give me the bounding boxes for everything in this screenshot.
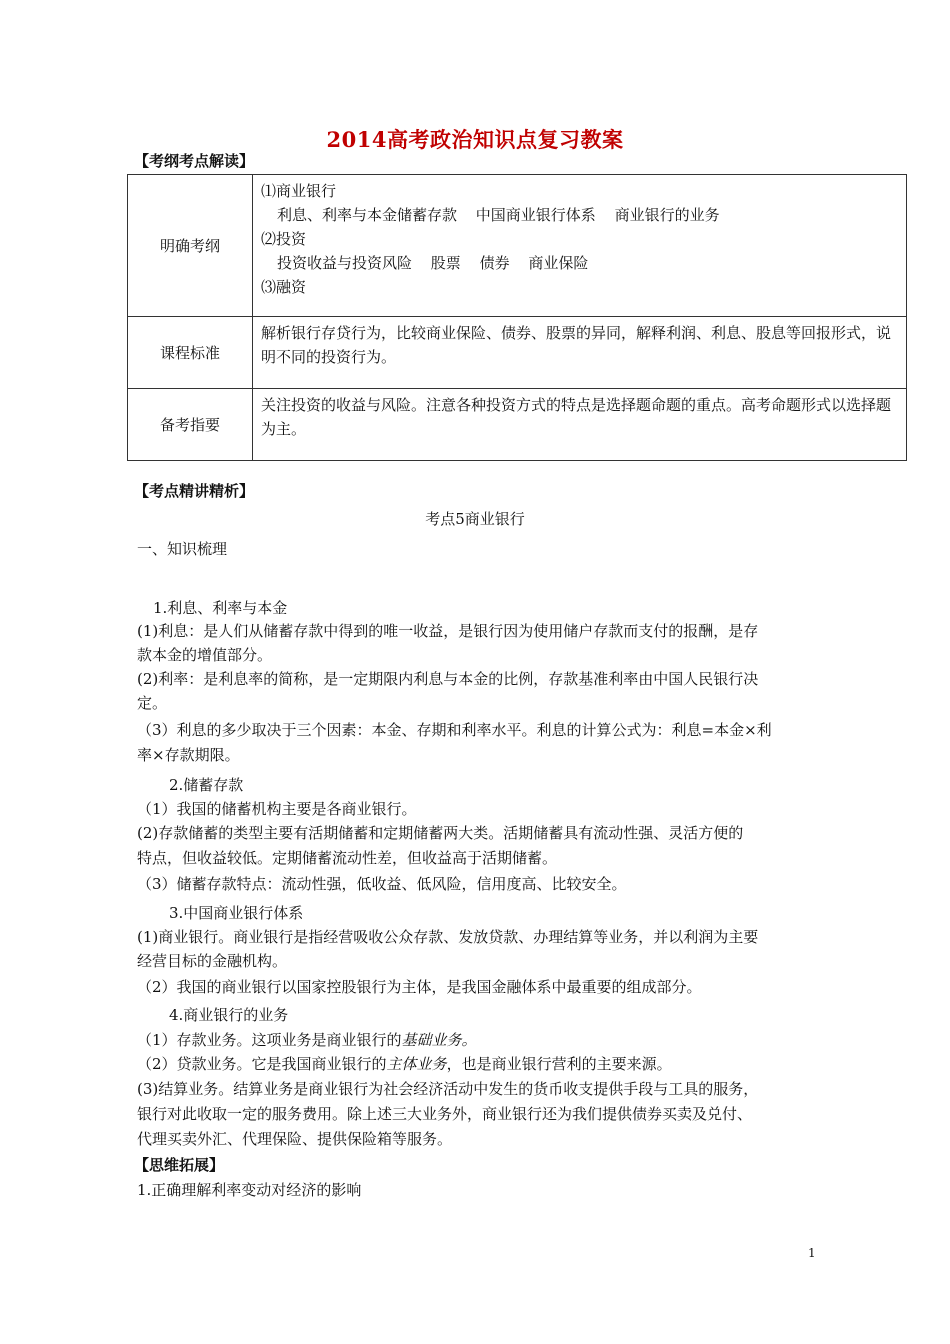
section-heading-analysis: 【考点精讲精析】 [134,482,255,500]
body-line: (3)结算业务。结算业务是商业银行为社会经济活动中发生的货币收支提供手段与工具的服务， [137,1080,759,1098]
body-line: （3）利息的多少取决于三个因素：本金、存期和利率水平。利息的计算公式为：利息=本金×利 [137,721,772,739]
subitem: 商业保险 [528,254,589,272]
body-line: 银行对此收取一定的服务费用。除上述三大业务外，商业银行还为我们提供债券买卖及兑付、 [137,1105,753,1123]
section-heading-exam-points: 【考纲考点解读】 [134,152,255,170]
outline-subitems [261,203,900,227]
body-line: （1）我国的储蓄机构主要是各商业银行。 [137,800,417,818]
body-line: （3）储蓄存款特点：流动性强，低收益、低风险，信用度高、比较安全。 [137,875,627,893]
emphasis-text: 基础业务。 [401,1031,477,1049]
subsection-heading: 一、知识梳理 [137,540,228,558]
text-run: ，也是商业银行营利的主要来源。 [446,1055,672,1073]
row-label: 明确考纲 [128,175,253,317]
point-heading: 1.利息、利率与本金 [153,599,288,617]
body-line [137,1029,477,1050]
point-heading: 3.中国商业银行体系 [169,904,304,922]
row-label: 课程标准 [128,317,253,389]
body-line: 经营目标的金融机构。 [137,952,288,970]
text-run: （2）贷款业务。它是我国商业银行的 [137,1055,387,1073]
body-line: （2）我国的商业银行以国家控股银行为主体，是我国金融体系中最重要的组成部分。 [137,978,702,996]
body-line: 率×存款期限。 [137,746,240,764]
row-label: 备考指要 [128,389,253,461]
outline-item: ⑵投资 [261,230,307,248]
subitem: 利息、利率与本金储蓄存款 [277,206,458,224]
body-line: (1)利息：是人们从储蓄存款中得到的唯一收益，是银行因为使用储户存款而支付的报酬，是存 [137,622,759,640]
body-line: (1)商业银行。商业银行是指经营吸收公众存款、发放贷款、办理结算等业务，并以利润为主要 [137,928,759,946]
text-run: （1）存款业务。这项业务是商业银行的 [137,1031,402,1049]
page-number: 1 [808,1246,816,1260]
row-content [253,175,907,317]
document-title: 2014高考政治知识点复习教案 [326,127,624,152]
body-line: 款本金的增值部分。 [137,646,273,664]
subitem: 债券 [479,254,510,272]
subitem: 中国商业银行体系 [475,206,596,224]
table-row [128,389,907,461]
table-row [128,317,907,389]
section-heading-extension: 【思维拓展】 [134,1156,225,1174]
subitem: 股票 [430,254,461,272]
body-line: 定。 [137,694,168,712]
body-line: (2)存款储蓄的类型主要有活期储蓄和定期储蓄两大类。活期储蓄具有流动性强、灵活方便的 [137,824,744,842]
table-row [128,175,907,317]
row-content: 解析银行存贷行为，比较商业保险、债券、股票的异同，解释利润、利息、股息等回报形式，说明不同的投资行为。 [253,317,907,389]
outline-item: ⑴商业银行 [261,182,337,200]
body-line: 特点，但收益较低。定期储蓄流动性差，但收益高于活期储蓄。 [137,849,558,867]
topic-heading: 考点5商业银行 [425,510,525,528]
body-line [137,1053,672,1074]
emphasis-text: 主体业务 [386,1055,447,1073]
subitem: 投资收益与投资风险 [277,254,413,272]
outline-subitems [261,251,900,275]
exam-outline-table [127,174,907,461]
outline-item: ⑶融资 [261,278,307,296]
body-line: 1.正确理解利率变动对经济的影响 [137,1181,362,1199]
point-heading: 4.商业银行的业务 [169,1006,289,1024]
row-content: 关注投资的收益与风险。注意各种投资方式的特点是选择题命题的重点。高考命题形式以选择题为主。 [253,389,907,461]
body-line: (2)利率：是利息率的简称，是一定期限内利息与本金的比例，存款基准利率由中国人民银行决 [137,670,759,688]
body-line: 代理买卖外汇、代理保险、提供保险箱等服务。 [137,1130,453,1148]
subitem: 商业银行的业务 [614,206,720,224]
point-heading: 2.储蓄存款 [169,776,244,794]
